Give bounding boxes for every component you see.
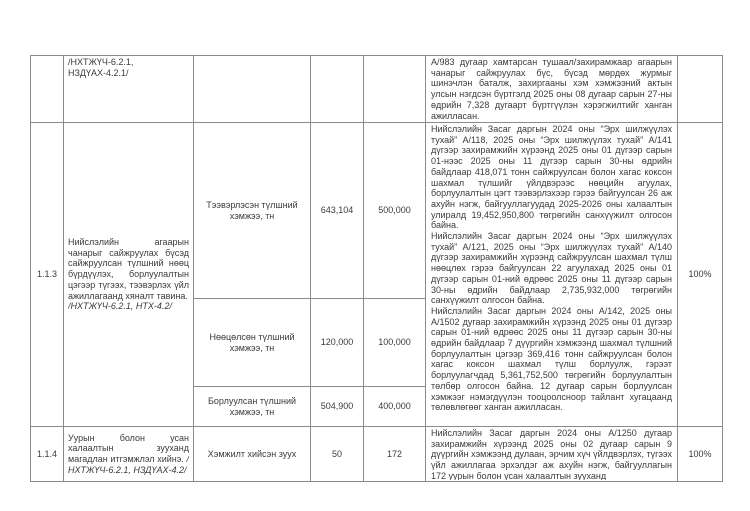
indicator-value: 500,000 — [378, 205, 411, 216]
indicator-value: 172 — [386, 448, 403, 459]
result-paragraph: А/983 дугаар хамтарсан тушаал/захирамжаар агаарын чанарыг сайжруулах бүс, бүсэд мөрдөх журмыг шинэчлэн баталж, захиргааны хэм хэмжээний актын улсын нэгдсэн бүртгэлд 2025 оны 08 дугаар сарын 27-ны өдрийн 7,328 дугаарт бүртгүүлэн хэрэгжилтийг ханган ажилласан. — [431, 57, 672, 121]
cell-indicator — [194, 56, 311, 123]
task-ref: /НХТЖҮЧ-6.2.1, НЗДҮАХ-4.2.1/ — [68, 57, 134, 78]
cell-value-target — [364, 427, 426, 482]
cell-result — [426, 427, 678, 482]
cell-task — [64, 56, 194, 123]
result-paragraph: Нийслэлийн Засаг даргын 2024 оны “Эрх шилжүүлэх тухай” А/121, 2025 оны “Эрх шилжүүлэх тухай” А/140 дүгээр захирамжийн хүрээнд сайжруулсан шахмал түлш нөөцлөх гэрээ байгуулсан 22 агуулахад 2025 оны 01 дүгээр сарын 01-ний өдрөөс 2025 оны 11 дүгээр сарын 30-ны өдрийн байдлаар 2,735,932,000 төгрөгийн санхүүжилт олгосон байна. — [431, 231, 672, 306]
cell-indicator — [194, 427, 311, 482]
indicator-value: 50 — [331, 448, 342, 459]
report-table — [30, 55, 723, 482]
indicator-value: 643,104 — [320, 205, 354, 216]
cell-result — [426, 56, 678, 123]
cell-indicator — [194, 123, 311, 299]
indicator-label: Хэмжилт хийсэн зуух — [207, 448, 297, 459]
cell-result — [426, 123, 678, 427]
cell-index — [31, 427, 64, 482]
row-number: 1.1.4 — [36, 448, 58, 459]
indicator-label: Нөөцөлсөн түлшний хэмжээ, тн — [209, 331, 295, 353]
task-text: Уурын болон усан халаалтын зууханд магадлан итгэмжлэл хийнэ. — [68, 432, 189, 464]
cell-value-actual — [311, 299, 364, 387]
cell-value-actual — [311, 56, 364, 123]
task-ref: /НХТЖҮЧ-6.2.1, НЗДҮАХ-4.2/ — [68, 454, 189, 475]
indicator-value: 504,900 — [320, 401, 354, 412]
indicator-value: 400,000 — [378, 401, 411, 412]
cell-indicator — [194, 299, 311, 387]
cell-indicator — [194, 387, 311, 427]
indicator-value: 120,000 — [320, 337, 354, 348]
cell-value-target — [364, 123, 426, 299]
table-row — [31, 56, 723, 123]
table-row — [31, 123, 723, 299]
indicator-value: 100,000 — [378, 337, 411, 348]
cell-value-actual — [311, 427, 364, 482]
cell-percent — [678, 56, 723, 123]
cell-task — [64, 123, 194, 427]
cell-index — [31, 56, 64, 123]
result-paragraph: Нийслэлийн Засаг даргын 2024 оны “Эрх шилжүүлэх тухай” А/118, 2025 оны “Эрх шилжүүлэх тухай” А/141 дүгээр захирамжийн хүрээнд 2025 оны 01 дүгээр сарын 01-нээс 2025 оны 11 дүгээр сарын 30-ны өдрийн байдлаар 418,071 тонн сайжруулсан болон хагас коксон шахмал түлшийг үйлдвэрээс нөөцийн агуулах, борлуулалтын цэгт тээвэрлэхээр гэрээ байгуулсан 26 аж ахуйн нэгж, байгууллагуудад 2025-2026 оны халаалтын улиралд 19,452,950,800 төгрөгийн санхүүжилт олгосон байна. — [431, 124, 672, 231]
table-row — [31, 427, 723, 482]
cell-task — [64, 427, 194, 482]
cell-value-target — [364, 56, 426, 123]
cell-value-actual — [311, 123, 364, 299]
percent-value: 100% — [688, 448, 712, 459]
task-ref: /НХТЖҮЧ-6.2.1, НТХ-4.2/ — [68, 301, 172, 312]
result-paragraph: Нийслэлийн Засаг даргын 2024 оны А/142, 2025 оны А/1502 дугаар захирамжийн хүрээнд 2025 оны 01 дүгээр сарын 01-ний өдрөөс 2025 оны 11 дүгээр сарын 30-ны өдрийн байдлаар 7 дүүргийн хэмжээнд шахмал түлшний борлуулалтын цэгээр 369,416 тонн сайжруулсан болон хагас коксон шахмал түлш борлуулж, гэрээт борлуулагчдад 5,361,752,500 төгрөгийн борлуулалтын төлбөр олгосон байна. 12 дугаар сарын борлуулсан хэмжээг нэмэгдүүлэн тооцоолсноор тайлант хугацаанд төлөвлөгөөг ханган ажилласан. — [431, 305, 672, 413]
cell-percent — [678, 123, 723, 427]
cell-percent — [678, 427, 723, 482]
cell-value-target — [364, 299, 426, 387]
indicator-label: Тээвэрлэсэн түлшний хэмжээ, тн — [206, 199, 298, 221]
task-text: Нийслэлийн агаарын чанарыг сайжруулах бүсэд сайжруулсан түлшний нөөц бүрдүүлэх, борлуулалтын цэгээр түгээх, тээвэрлэх үйл ажиллагаанд хяналт тавина. — [68, 237, 189, 301]
cell-value-target — [364, 387, 426, 427]
indicator-label: Борлуулсан түлшний хэмжээ, тн — [207, 395, 296, 417]
percent-value: 100% — [688, 269, 712, 280]
row-number: 1.1.3 — [36, 269, 58, 280]
cell-index — [31, 123, 64, 427]
result-paragraph: Нийслэлийн Засаг даргын 2024 оны А/1250 дугаар захирамжийн хүрээнд 2025 оны 02 дугаар сарын 9 дүүргийн хэмжээнд дулаан, эрчим хүч үйлдвэрлэх, түгээх үйл ажиллагаа эрхэлдэг аж ахуйн нэгж, байгууллагын 172 уурын болон усан халаалтын зууханд — [431, 428, 672, 480]
cell-value-actual — [311, 387, 364, 427]
